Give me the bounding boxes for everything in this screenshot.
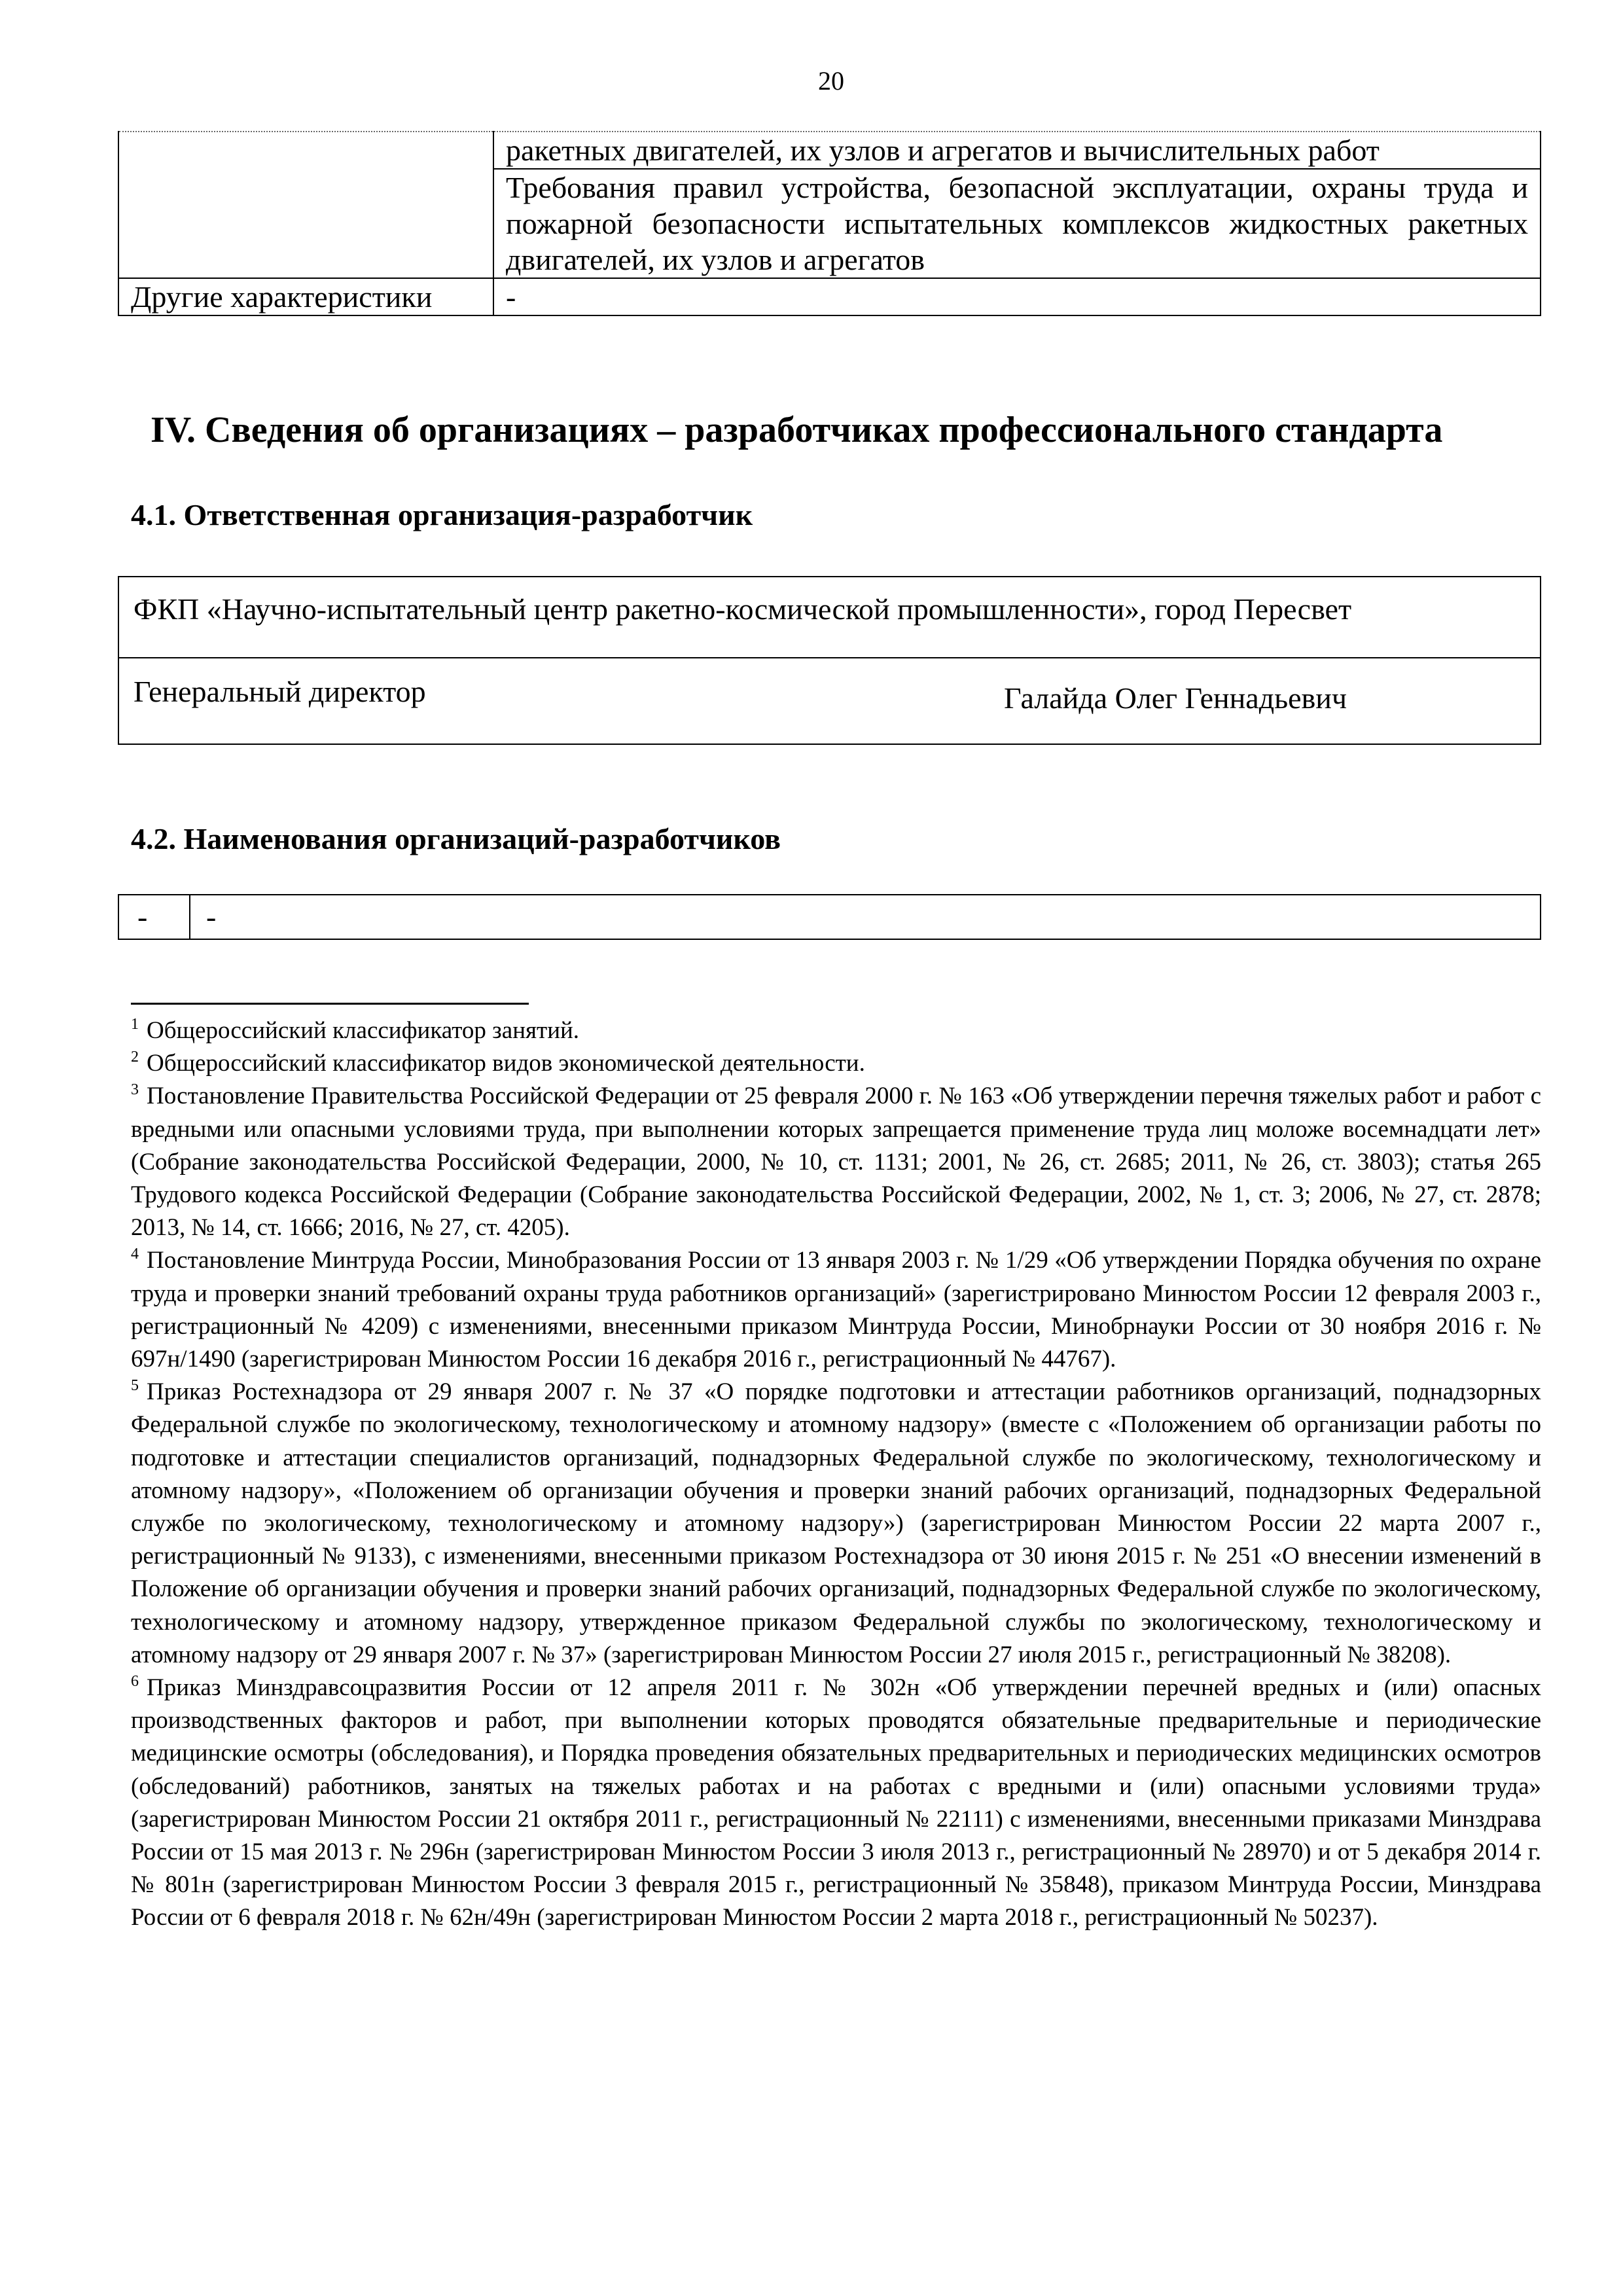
empty-label-cell (118, 132, 493, 278)
requirement-cell: ракетных двигателей, их узлов и агрегатов и вычислительных работ (493, 132, 1541, 169)
footnote (131, 1244, 1541, 1376)
head-position: Генеральный директор (134, 675, 426, 708)
characteristics-table-continuation (118, 131, 1541, 316)
footnote (131, 1014, 1541, 1047)
footnote-mark: 2 (131, 1049, 139, 1066)
footnote-mark: 4 (131, 1246, 139, 1263)
footnote (131, 1047, 1541, 1080)
table-row (118, 132, 1541, 169)
section-iv-heading: IV. Сведения об организациях – разработчиках профессионального стандарта (151, 410, 1443, 450)
footnote (131, 1376, 1541, 1672)
responsible-organization-box (118, 576, 1541, 745)
footnote-mark: 3 (131, 1081, 139, 1099)
footnote-mark: 5 (131, 1377, 139, 1395)
footnotes (131, 1014, 1541, 1935)
footnote-text: Приказ Минздравсоцразвития России от 12 апреля 2011 г. № 302н «Об утверждении перечней вредных и (или) опасных производственных факторов и работ, при выполнении которых проводятся обязательные предварительные и периодические медицинские осмотры (обследования), и Порядка проведения обязательных предварительных и периодических медицинских осмотров (обследований) работников, занятых на тяжелых работах и на работах с вредными и (или) опасными условиями труда» (зарегистрирован Минюстом России 21 октября 2011 г., регистрационный № 22111) с изменениями, внесенными приказами Минздрава России от 15 мая 2013 г. № 296н (зарегистрирован Минюстом России 3 июля 2013 г., регистрационный № 28970) и от 5 декабря 2014 г. № 801н (зарегистрирован Минюстом России 3 февраля 2015 г., регистрационный № 35848), приказом Минтруда России, Минздрава России от 6 февраля 2018 г. № 62н/49н (зарегистрирован Минюстом России 2 марта 2018 г., регистрационный № 50237). (131, 1674, 1541, 1931)
footnote-separator (131, 1003, 529, 1005)
footnote-text: Постановление Правительства Российской Федерации от 25 февраля 2000 г. № 163 «Об утверждении перечня тяжелых работ и работ с вредными или опасными условиями труда, при выполнении которых запрещается применение труда лиц моложе восемнадцати лет» (Собрание законодательства Российской Федерации, 2000, № 10, ст. 1131; 2001, № 26, ст. 2685; 2011, № 26, ст. 3803); статья 265 Трудового кодекса Российской Федерации (Собрание законодательства Российской Федерации, 2002, № 1, ст. 3; 2006, № 27, ст. 2878; 2013, № 14, ст. 1666; 2016, № 27, ст. 4205). (131, 1083, 1541, 1242)
developer-organizations-table (118, 894, 1541, 940)
organization-name: ФКП «Научно-испытательный центр ракетно-космической промышленности», город Пересвет (134, 592, 1352, 626)
footnote-text: Общероссийский классификатор видов экономической деятельности. (147, 1050, 865, 1077)
subsection-4-1-heading: 4.1. Ответственная организация-разработчик (131, 498, 753, 531)
head-name: Галайда Олег Геннадьевич (1004, 681, 1347, 715)
footnote (131, 1080, 1541, 1244)
subsection-4-2-heading: 4.2. Наименования организаций-разработчиков (131, 822, 781, 855)
footnote-text: Постановление Минтруда России, Минобразования России от 13 января 2003 г. № 1/29 «Об утверждении Порядка обучения по охране труда и проверки знаний требований охраны труда работников организаций» (зарегистрировано Минюстом России 12 февраля 2003 г., регистрационный № 4209) с изменениями, внесенными приказом Минтруда России, Минобрнауки России от 30 ноября 2016 г. № 697н/1490 (зарегистрирован Минюстом России 16 декабря 2016 г., регистрационный № 44767). (131, 1247, 1541, 1373)
footnote-text: Общероссийский классификатор занятий. (147, 1017, 580, 1044)
other-characteristics-label: Другие характеристики (118, 278, 493, 315)
footnote-text: Приказ Ростехнадзора от 29 января 2007 г. № 37 «О порядке подготовки и аттестации работников организаций, поднадзорных Федеральной службе по экологическому, технологическому и атомному надзору» (вместе с «Положением об организации работы по подготовке и аттестации специалистов организаций, поднадзорных Федеральной службе по экологическому, технологическому и атомному надзору», «Положением об организации обучения и проверки знаний рабочих организаций, поднадзорных Федеральной службе по экологическому, технологическому и атомному надзору») (зарегистрирован Минюстом России 22 марта 2007 г., регистрационный № 9133), с изменениями, внесенными приказом Ростехнадзора от 30 июня 2015 г. № 251 «О внесении изменений в Положение об организации обучения и проверки знаний рабочих организаций, поднадзорных Федеральной службе по экологическому, технологическому и атомному надзору, утвержденное приказом Федеральной службы по экологическому, технологическому и атомному надзору от 29 января 2007 г. № 37» (зарегистрирован Минюстом России 27 июля 2015 г., регистрационный № 38208). (131, 1378, 1541, 1668)
page-number: 20 (818, 66, 844, 96)
column-divider (189, 895, 190, 939)
row-number: - (137, 900, 148, 933)
footnote-mark: 6 (131, 1673, 139, 1691)
requirement-cell: Требования правил устройства, безопасной эксплуатации, охраны труда и пожарной безопасности испытательных комплексов жидкостных ракетных двигателей, их узлов и агрегатов (493, 169, 1541, 278)
other-characteristics-value: - (493, 278, 1541, 315)
footnote-mark: 1 (131, 1016, 139, 1033)
table-row (118, 278, 1541, 315)
divider (119, 657, 1540, 658)
footnote (131, 1672, 1541, 1935)
organization-name: - (206, 900, 217, 933)
